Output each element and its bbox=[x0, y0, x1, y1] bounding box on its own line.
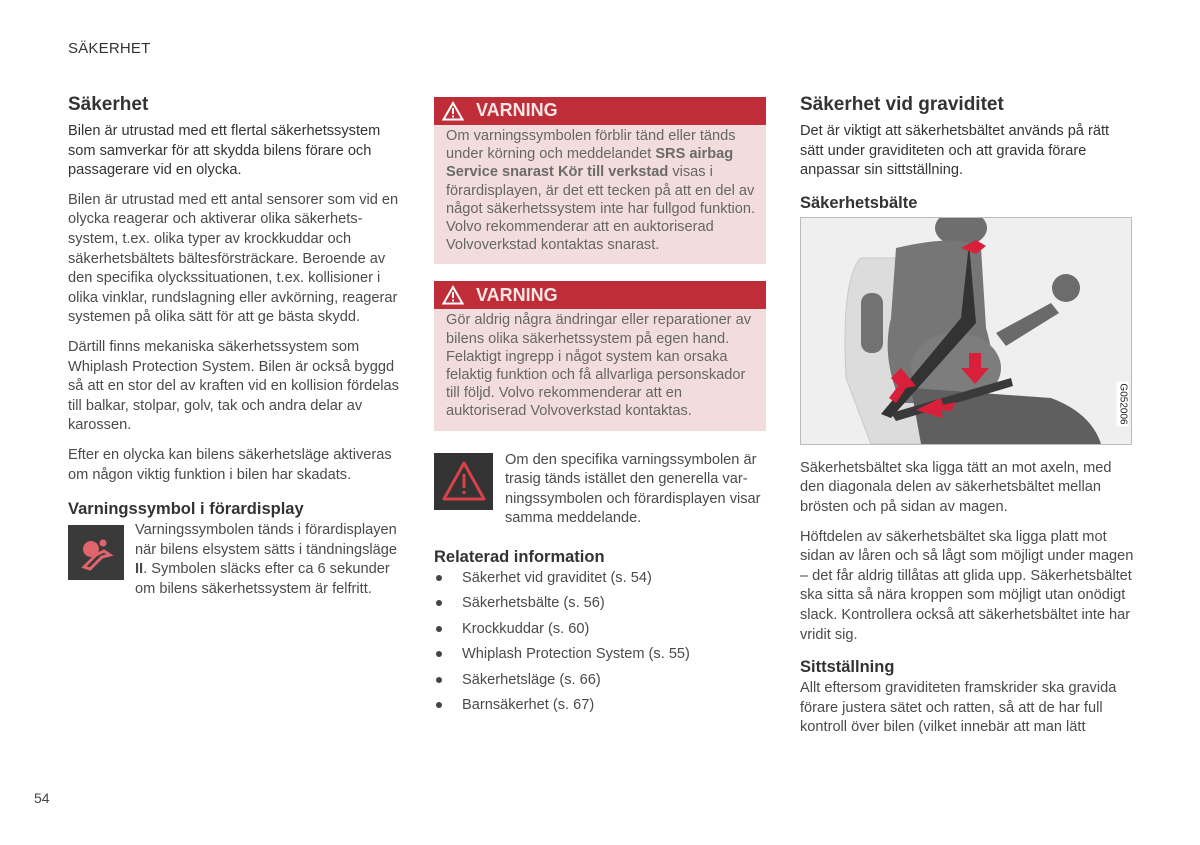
seatbelt-illustration bbox=[800, 217, 1132, 445]
left-column bbox=[68, 94, 402, 599]
general-warning-icon bbox=[434, 453, 493, 510]
related-list bbox=[434, 569, 766, 721]
warning-triangle-icon bbox=[442, 101, 464, 121]
caution-text: Om den specifika varningssymbolen är trasig tänds istället den generella varningssymbolen och förardisplayen visar samma meddelande. bbox=[505, 451, 761, 527]
display-message: SRS airbag Service snarast Kör till verkstad bbox=[446, 146, 734, 181]
warning-text: Gör aldrig några ändringar eller reparationer av bilens olika säkerhetssystem på egen hand. Felaktigt ingrepp i något system kan orsaka felaktig funktion och få allvarliga personskador till följd. Volvo rekommenderar att en auktoriserad Volvoverkstad kontaktas. bbox=[446, 312, 752, 420]
paragraph: Efter en olycka kan bilens säkerhetsläge aktiveras om någon viktig funktion i bilen har skadats. bbox=[68, 446, 392, 483]
warning-text-part: visas i förardisplayen, är det ett tecken på att en del av något säkerhetssystem inte har fullgod funktion. Volvo rekommenderar att en auktoriserad Volvoverkstad kontaktas snarast. bbox=[446, 164, 756, 254]
paragraph: Därtill finns mekaniska säkerhetssystem som Whiplash Protection System. Bilen är också byggd så att en stor del av kraften vid en kollision fördelas till balkar, stolpar, golv, tak och andra delar av karossen. bbox=[68, 338, 399, 434]
paragraph: Allt eftersom graviditeten framskrider ska gravida förare justera sätet och ratten, så att de har full kontroll över bilen (vilket innebär att man lätt bbox=[800, 680, 1117, 736]
warning-label: VARNING bbox=[476, 284, 558, 305]
related-link[interactable]: Barnsäkerhet (s. 67) bbox=[434, 696, 766, 721]
warning-box bbox=[434, 281, 766, 430]
paragraph: Säkerhetsbältet ska ligga tätt an mot axeln, med den diagonala delen av säkerhetsbältet mellan brösten och på sidan av magen. bbox=[800, 459, 1112, 515]
intro-lead: Bilen är utrustad med ett flertal säkerhetssystem som samverkar för att skydda bilens förare och passagerare vid en olycka. bbox=[68, 123, 381, 179]
subheading-warning-symbol: Varningssymbol i förardisplay bbox=[68, 500, 304, 519]
related-link[interactable]: Whiplash Protection System (s. 55) bbox=[434, 645, 766, 670]
related-link[interactable]: Säkerhetsbälte (s. 56) bbox=[434, 594, 766, 619]
pregnancy-title: Säkerhet vid graviditet bbox=[800, 94, 1004, 115]
seatbelt-subtitle: Säkerhetsbälte bbox=[800, 193, 918, 212]
figure-code: G052006 bbox=[1117, 383, 1129, 425]
ignition-position: II bbox=[135, 561, 144, 578]
seating-subtitle: Sittställning bbox=[800, 658, 895, 677]
related-link[interactable]: Säkerhetsläge (s. 66) bbox=[434, 671, 766, 696]
middle-column bbox=[434, 97, 766, 721]
page-number: 54 bbox=[34, 790, 50, 806]
paragraph: Bilen är utrustad med ett antal sensorer som vid en olycka reagerar och aktiverar olika säkerhetssystem, t.ex. olika typer av krockkuddar och säkerhetsbältets bältesförsträckare. Beroende av den specifika olyckssituationen, t.ex. kollisioner i olika vinklar, rundslagning eller avkörning, reagerar systemen på olika sätt för att ge bästa skydd. bbox=[68, 191, 399, 326]
warning-text bbox=[434, 125, 766, 264]
airbag-warning-icon bbox=[68, 525, 124, 580]
paragraph: Höftdelen av säkerhetsbältet ska ligga platt mot sidan av låren och så lågt som möjligt under magen – det får aldrig tillåtas att glida upp. Säkerhetsbältet ska sitta så nära kroppen som möjligt utan onödigt slack. Kontrollera också att säkerhetsbältet inte har vridit sig. bbox=[800, 528, 1134, 643]
symbol-text: . Symbolen släcks efter ca 6 sekunder om bilens säkerhetssystem är felfritt. bbox=[135, 561, 390, 597]
page-title: Säkerhet bbox=[68, 94, 149, 115]
right-column bbox=[800, 94, 1134, 748]
symbol-text: Varningssymbolen tänds i förardisplayen när bilens elsystem sätts i tändningsläge bbox=[135, 522, 398, 558]
warning-text-part: Om varningssymbolen förblir tänd eller tänds under körning och meddelandet bbox=[446, 128, 736, 163]
related-link[interactable]: Krockkuddar (s. 60) bbox=[434, 620, 766, 645]
related-title: Relaterad information bbox=[434, 548, 605, 567]
pregnancy-lead: Det är viktigt att säkerhetsbältet används på rätt sätt under graviditeten och att gravida förare anpassar sin sittställning. bbox=[800, 123, 1110, 179]
related-link[interactable]: Säkerhet vid graviditet (s. 54) bbox=[434, 569, 766, 594]
warning-label: VARNING bbox=[476, 100, 558, 121]
caution-block bbox=[434, 451, 766, 529]
warning-box bbox=[434, 97, 766, 264]
section-header: SÄKERHET bbox=[68, 40, 151, 57]
warning-symbol-block bbox=[68, 521, 402, 599]
warning-triangle-icon bbox=[442, 285, 464, 305]
